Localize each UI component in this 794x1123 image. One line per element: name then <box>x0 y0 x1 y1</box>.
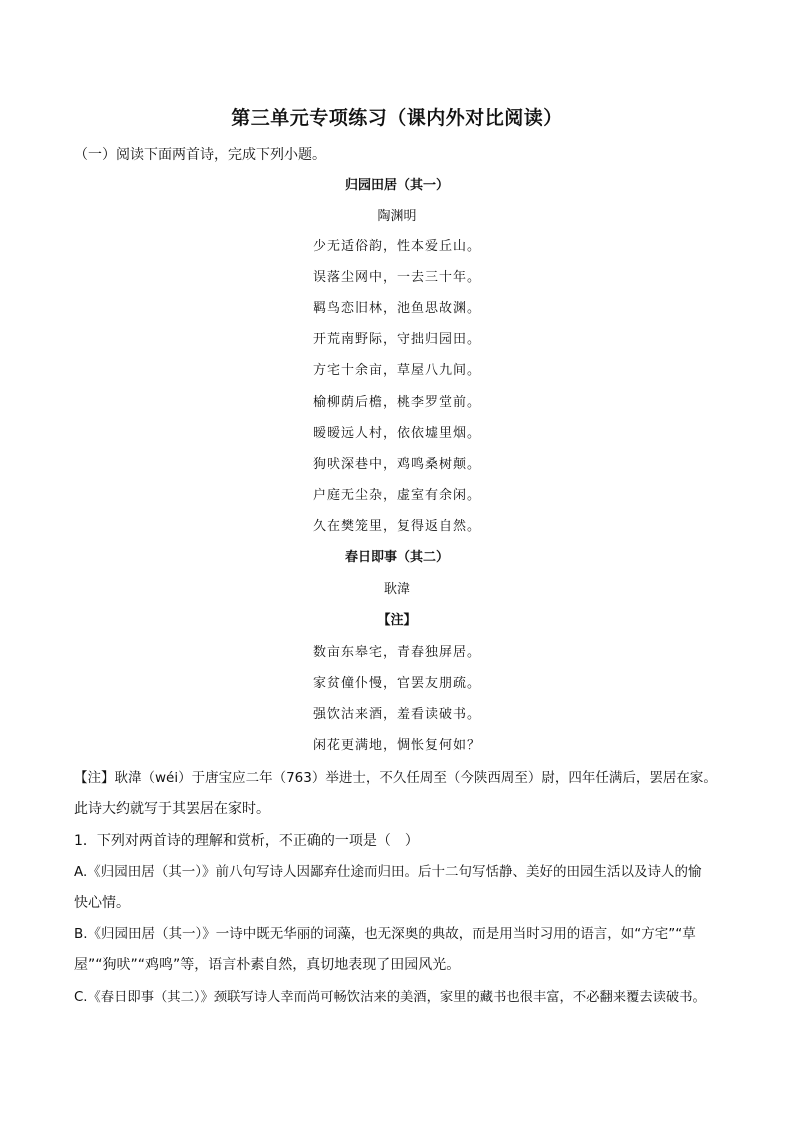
section-intro: （一）阅读下面两首诗，完成下列小题。 <box>74 147 326 163</box>
poem1-line: 榆柳荫后檐，桃李罗堂前。 <box>312 395 481 410</box>
poem1-line: 户庭无尘杂，虚室有余闲。 <box>312 488 481 503</box>
poem1-line: 暧暧远人村，依依墟里烟。 <box>312 426 481 441</box>
poem1-author: 陶渊明 <box>377 209 417 224</box>
note-line: 【注】耿湋（wéi）于唐宝应二年（763）举进士，不久任周至（今陕西周至）尉，四年任满后，罢居在家。 <box>74 770 717 786</box>
poem2-line: 数亩东皋宅，青春独屏居。 <box>312 645 481 660</box>
poem2-line: 强饮沽来酒，羞看读破书。 <box>312 707 481 722</box>
option-a: A.《归园田居（其一）》前八句写诗人因鄙弃仕途而归田。后十二句写恬静、美好的田园生活以及诗人的愉 <box>74 864 702 880</box>
poem1-line: 误落尘网中，一去三十年。 <box>312 270 481 285</box>
poem1-line: 开荒南野际，守拙归园田。 <box>312 332 481 347</box>
page-title: 第三单元专项练习（课内外对比阅读） <box>231 107 563 129</box>
option-c: C.《春日即事（其二）》颈联写诗人幸而尚可畅饮沽来的美酒，家里的藏书也很丰富，不必翻来覆去读破书。 <box>74 990 706 1005</box>
poem1-line: 羁鸟恋旧林，池鱼思故渊。 <box>312 301 481 316</box>
poem1-line: 方宅十余亩，草屋八九间。 <box>312 363 481 378</box>
poem2-note-tag: 【注】 <box>377 613 417 628</box>
poem2-author: 耿湋 <box>383 582 410 597</box>
poem1-line: 狗吠深巷中，鸡鸣桑树颠。 <box>312 457 481 472</box>
option-b: B.《归园田居（其一）》一诗中既无华丽的词藻，也无深奥的典故，而是用当时习用的语言，如“方宅”“草 <box>74 926 696 942</box>
poem2-line: 家贫僮仆慢，官罢友朋疏。 <box>312 676 481 691</box>
note-line: 此诗大约就写于其罢居在家时。 <box>74 801 270 817</box>
option-a-continued: 快心情。 <box>74 895 130 911</box>
poem1-line: 少无适俗韵，性本爱丘山。 <box>312 239 481 254</box>
option-b-continued: 屋”“狗吠”“鸡鸣”等，语言朴素自然，真切地表现了田园风光。 <box>74 957 461 973</box>
poem1-title: 归园田居（其一） <box>344 178 449 193</box>
question-stem: 1．下列对两首诗的理解和赏析，不正确的一项是（ ） <box>74 833 419 849</box>
poem2-title: 春日即事（其二） <box>344 550 449 565</box>
poem2-line: 闲花更满地，惆怅复何如？ <box>312 738 481 753</box>
poem1-line: 久在樊笼里，复得返自然。 <box>312 519 481 534</box>
